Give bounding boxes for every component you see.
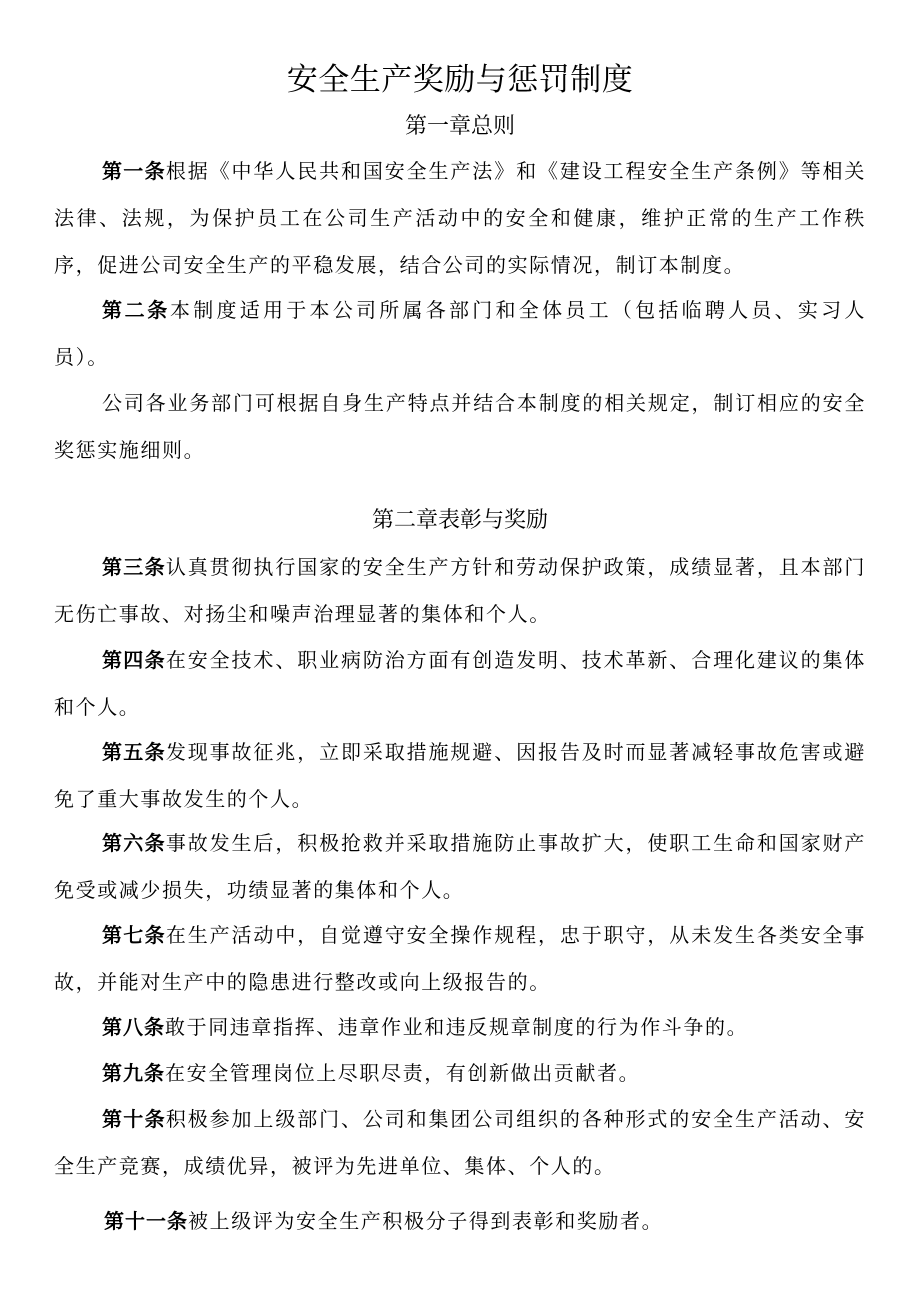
article-text: 认真贯彻执行国家的安全生产方针和劳动保护政策，成绩显著，且本部门无伤亡事故、对扬尘和噪声治理显著的集体和个人。: [54, 555, 867, 626]
article-5: [54, 729, 866, 823]
article-1: [54, 148, 866, 289]
article-9: [54, 1050, 866, 1097]
article-text: 在生产活动中，自觉遵守安全操作规程，忠于职守，从未发生各类安全事故，并能对生产中的隐患进行整改或向上级报告的。: [54, 923, 867, 994]
article-label: 第十一条: [104, 1209, 188, 1233]
article-text: 本制度适用于本公司所属各部门和全体员工（包括临聘人员、实习人员）。: [54, 298, 866, 369]
chapter-2-heading: 第二章表彰与奖励: [371, 508, 548, 533]
note-text: 公司各业务部门可根据自身生产特点并结合本制度的相关规定，制订相应的安全奖惩实施细则。: [54, 391, 866, 462]
article-label: 第三条: [102, 555, 166, 579]
article-label: 第九条: [102, 1061, 165, 1085]
article-text: 在安全技术、职业病防治方面有创造发明、技术革新、合理化建议的集体和个人。: [54, 648, 867, 719]
article-11: [56, 1198, 868, 1245]
article-7: [54, 912, 866, 1006]
article-2: [54, 287, 866, 381]
article-text: 根据《中华人民共和国安全生产法》和《建设工程安全生产条例》等相关法律、法规，为保护员工在公司生产活动中的安全和健康，维护正常的生产工作秩序，促进公司安全生产的平稳发展，结合公司的实际情况，制订本制度。: [54, 159, 867, 277]
article-text: 事故发生后，积极抢救并采取措施防止事故扩大，使职工生命和国家财产免受或减少损失，功绩显著的集体和个人。: [54, 831, 867, 902]
article-label: 第八条: [102, 1015, 165, 1039]
article-text: 在安全管理岗位上尽职尽责，有创新做出贡献者。: [165, 1061, 641, 1085]
article-3: [54, 544, 866, 638]
article-label: 第二条: [102, 298, 170, 322]
article-label: 第四条: [102, 648, 166, 672]
article-label: 第一条: [102, 159, 166, 183]
article-text: 发现事故征兆，立即采取措施规避、因报告及时而显著减轻事故危害或避免了重大事故发生的个人。: [54, 740, 867, 811]
article-label: 第七条: [102, 923, 166, 947]
article-label: 第六条: [102, 831, 166, 855]
article-8: [54, 1004, 866, 1051]
article-label: 第五条: [102, 740, 166, 764]
article-10: [54, 1096, 866, 1190]
article-4: [54, 637, 866, 731]
document-title: 安全生产奖励与惩罚制度: [286, 62, 634, 98]
article-text: 被上级评为安全生产积极分子得到表彰和奖励者。: [188, 1209, 664, 1233]
chapter-1-note: [54, 380, 866, 474]
chapter-1-heading: 第一章总则: [404, 114, 515, 139]
article-text: 敢于同违章指挥、违章作业和违反规章制度的行为作斗争的。: [165, 1015, 749, 1039]
article-label: 第十条: [102, 1107, 166, 1131]
article-text: 积极参加上级部门、公司和集团公司组织的各种形式的安全生产活动、安全生产竞赛，成绩优异，被评为先进单位、集体、个人的。: [54, 1107, 867, 1178]
article-6: [54, 820, 866, 914]
